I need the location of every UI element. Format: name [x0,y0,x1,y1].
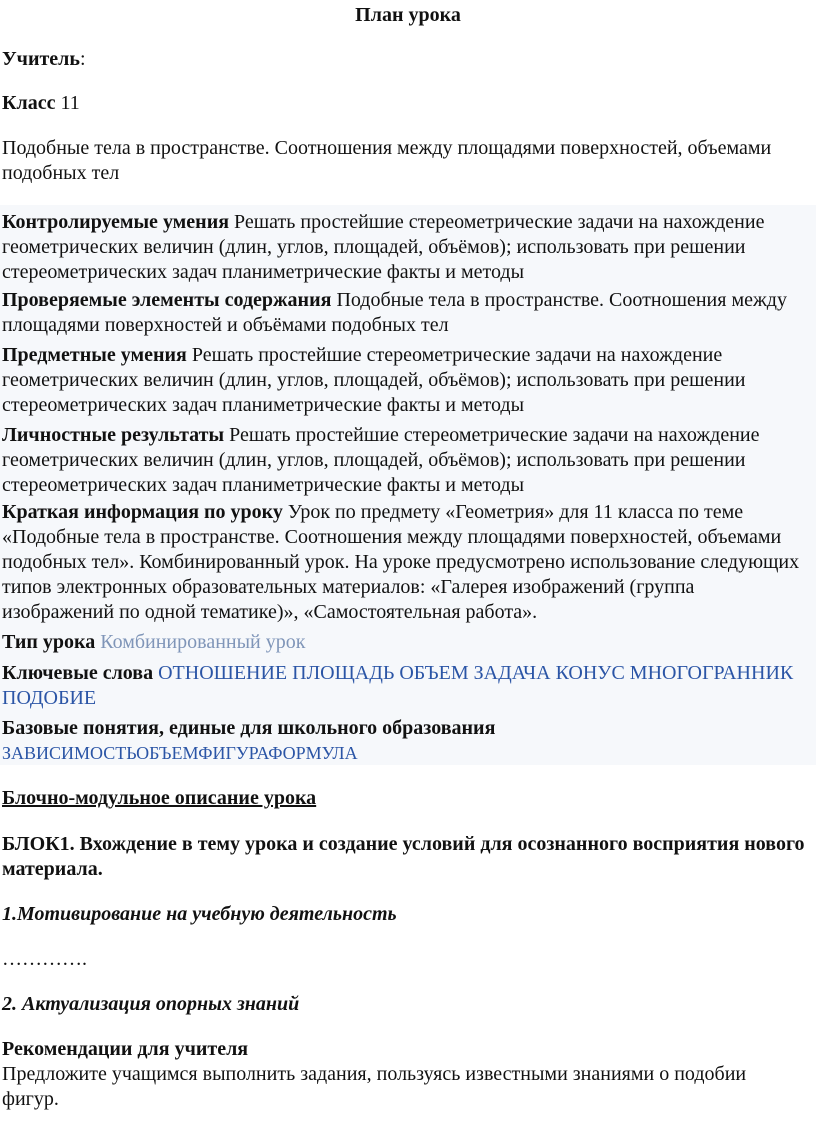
section-base-concepts [2,716,806,766]
step1-heading: 1.Мотивирование на учебную деятельность [2,903,397,925]
section-label: Личностные результаты [2,424,225,446]
step2-heading: 2. Актуализация опорных знаний [2,993,300,1015]
teacher-colon: : [79,48,86,70]
section-text: Урок по предмету «Геометрия» для 11 класса по теме «Подобные тела в пространстве. Соотношения между площадями поверхностей, объемами подобных тел». Комбинированный урок. На уроке предусмотрено использование следующих типов электронных образовательных материалов: «Галерея изображений (группа изображений по одной тематике)», «Самостоятельная работа». [2,501,800,623]
section-subject-skills [2,343,806,418]
section-personal-results [2,423,806,498]
class-row [2,91,806,116]
recommend-text: Предложите учащимся выполнить задания, пользуясь известными знаниями о подобии фигур. [2,1063,747,1110]
recommend-label: Рекомендации для учителя [2,1038,249,1060]
section-keywords [2,661,806,711]
section-label: Контролируемые умения [2,211,230,233]
class-value: 11 [60,92,80,114]
module-heading: Блочно-модульное описание урока [2,787,317,809]
placeholder-dots: …………. [2,948,87,970]
section-text: ЗАВИСИМОСТЬОБЪЕМФИГУРАФОРМУЛА [2,743,358,763]
block1-heading: БЛОК1. Вхождение в тему урока и создание условий для осознанного восприятия нового материала. [2,833,805,880]
section-text: Решать простейшие стереометрические задачи на нахождение геометрических величин (длин, углов, площадей, объёмов); использовать при решении стереометрических задач планиметрические факты и методы [2,211,765,283]
section-label: Базовые понятия, единые для школьного образования [2,717,496,739]
section-text: Подобные тела в пространстве. Соотношения между площадями поверхностей и объёмами подобных тел [2,289,787,336]
teacher-row [2,47,806,72]
section-text: Решать простейшие стереометрические задачи на нахождение геометрических величин (длин, углов, площадей, объёмов); использовать при решении стереометрических задач планиметрические факты и методы [2,344,746,416]
section-label: Ключевые слова [2,662,154,684]
section-checked-elements [2,288,806,338]
section-label: Проверяемые элементы содержания [2,289,332,311]
lesson-topic: Подобные тела в пространстве. Соотношения между площадями поверхностей, объемами подобных тел [2,137,772,184]
section-text: Комбинированный урок [100,631,306,653]
section-controlled-skills [2,210,806,285]
class-label: Класс [2,92,56,114]
section-label: Предметные умения [2,344,187,366]
section-label: Тип урока [2,631,96,653]
section-text: ОТНОШЕНИЕ ПЛОЩАДЬ ОБЪЕМ ЗАДАЧА КОНУС МНОГОГРАННИК ПОДОБИЕ [2,662,794,709]
section-label: Краткая информация по уроку [2,501,283,523]
section-lesson-type [2,630,806,655]
section-short-info [2,500,806,625]
teacher-label: Учитель [2,48,80,70]
page-title: План урока [355,4,461,26]
section-text: Решать простейшие стереометрические задачи на нахождение геометрических величин (длин, углов, площадей, объёмов); использовать при решении стереометрических задач планиметрические факты и методы [2,424,760,496]
